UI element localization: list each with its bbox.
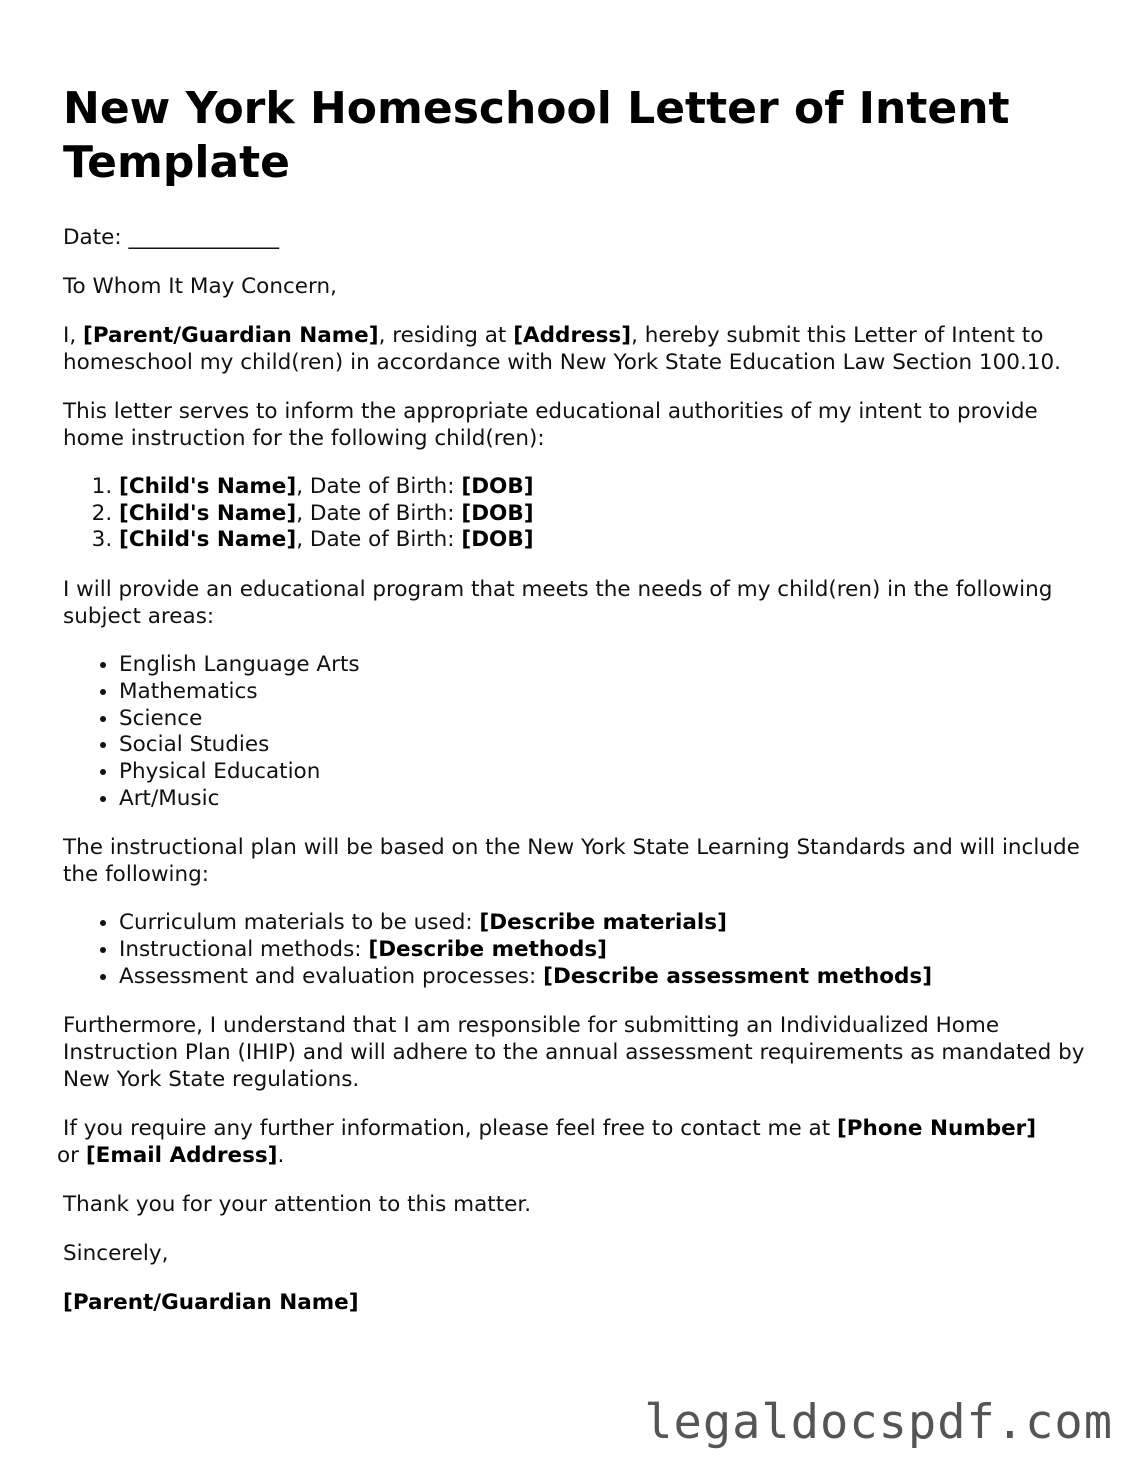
dob-label: , Date of Birth:: [296, 527, 462, 553]
dob-label: , Date of Birth:: [296, 500, 462, 526]
intro-prefix: I,: [63, 323, 84, 348]
dob-placeholder: [DOB]: [461, 527, 534, 553]
page-title: New York Homeschool Letter of Intent Template: [63, 83, 1010, 188]
plan-item-placeholder: [Describe assessment methods]: [543, 963, 933, 989]
subjects-list: [63, 652, 1093, 812]
intro-suffix: , hereby submit this Letter of Intent to homeschool my child(ren) in accordance with New York State Education Law Section 100.10.: [63, 323, 1061, 375]
signature-placeholder: [Parent/Guardian Name]: [63, 1290, 359, 1316]
purpose-paragraph: This letter serves to inform the appropriate educational authorities of my intent to provide home instruction for the following child(ren):: [63, 399, 1038, 451]
child-name-placeholder: [Child's Name]: [119, 474, 297, 499]
dob-label: , Date of Birth:: [296, 474, 462, 499]
thanks-paragraph: Thank you for your attention to this matter.: [63, 1192, 532, 1218]
plan-item-label: Curriculum materials to be used:: [119, 910, 480, 936]
list-item: • English Language Arts: [119, 652, 1093, 679]
contact-suffix: .: [277, 1143, 285, 1169]
salutation: To Whom It May Concern,: [63, 274, 337, 299]
list-item: [119, 964, 1093, 991]
parent-name-placeholder: [Parent/Guardian Name]: [83, 323, 379, 348]
intro-paragraph: [63, 322, 1093, 376]
dob-placeholder: [DOB]: [461, 500, 534, 526]
list-item: • Science: [119, 706, 1093, 733]
date-line: [63, 224, 1093, 251]
address-placeholder: [Address]: [513, 323, 632, 348]
list-item: [119, 527, 1093, 554]
list-item: [119, 474, 1093, 501]
contact-paragraph: [57, 1115, 1093, 1169]
email-placeholder: [Email Address]: [85, 1143, 278, 1169]
child-name-placeholder: [Child's Name]: [119, 527, 297, 553]
watermark: legaldocspdf.com: [644, 1395, 1113, 1450]
list-item: • Art/Music: [119, 786, 1093, 813]
contact-or: or: [57, 1143, 86, 1169]
plan-list: [63, 910, 1093, 990]
program-intro: I will provide an educational program that meets the needs of my child(ren) in the following subject areas:: [63, 577, 1053, 630]
date-blank: ______________: [128, 225, 279, 250]
list-item: [119, 501, 1093, 528]
list-item: • Physical Education: [119, 759, 1093, 786]
plan-item-placeholder: [Describe methods]: [368, 937, 607, 963]
dob-placeholder: [DOB]: [461, 474, 534, 499]
phone-placeholder: [Phone Number]: [836, 1116, 1037, 1142]
closing: Sincerely,: [63, 1241, 169, 1267]
plan-item-placeholder: [Describe materials]: [479, 910, 727, 936]
list-item: [119, 937, 1093, 964]
plan-item-label: Assessment and evaluation processes:: [119, 963, 544, 989]
plan-intro: The instructional plan will be based on the New York State Learning Standards and will include the following:: [63, 835, 1080, 888]
ihip-paragraph: Furthermore, I understand that I am responsible for submitting an Individualized Home Instruction Plan (IHIP) and will adhere to the annual assessment requirements as mandated by New York State regulations.: [63, 1013, 1085, 1093]
date-label: Date:: [63, 225, 122, 250]
document-page: [57, 82, 1093, 1338]
list-item: • Social Studies: [119, 732, 1093, 759]
plan-item-label: Instructional methods:: [119, 937, 369, 963]
intro-mid: , residing at: [378, 323, 514, 348]
child-name-placeholder: [Child's Name]: [119, 500, 297, 526]
children-list: [63, 474, 1093, 554]
list-item: [119, 910, 1093, 937]
contact-prefix: If you require any further information, please feel free to contact me at: [63, 1116, 837, 1142]
list-item: • Mathematics: [119, 679, 1093, 706]
signature: [63, 1289, 1093, 1316]
